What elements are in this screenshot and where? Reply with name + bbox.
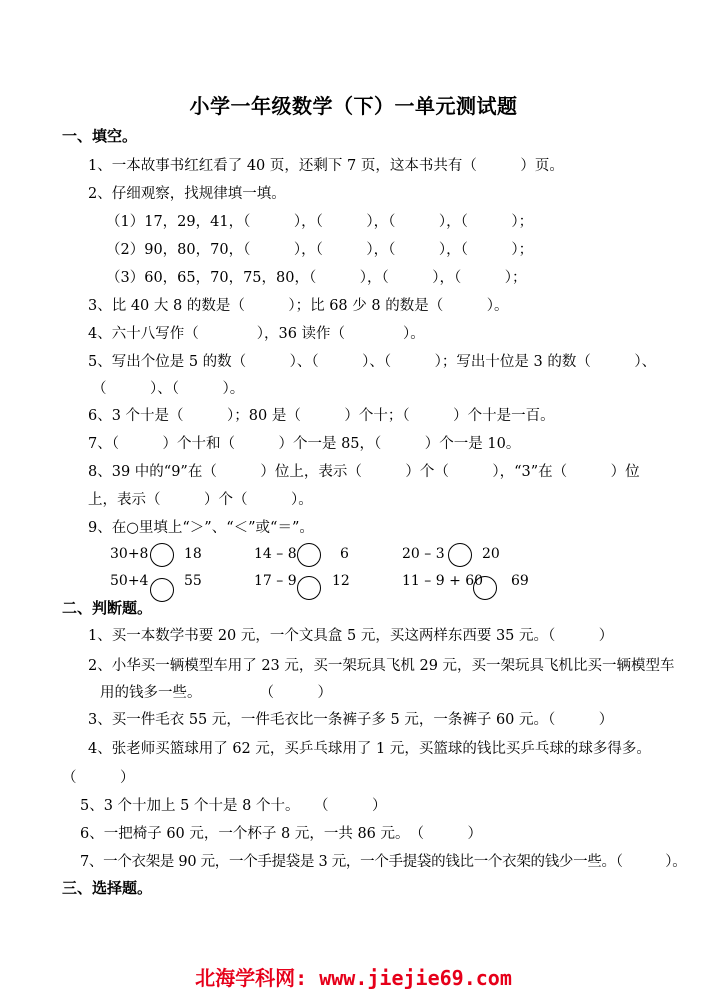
footer-watermark: 北海学科网: www.jiejie69.com [195,966,512,990]
section-heading-true-false: 二、判断题。 [62,599,153,617]
question-line: 7、一个衣架是 90 元，一个手提袋是 3 元，一个手提袋的钱比一个衣架的钱少一些。（ ）。 [80,854,687,870]
question-line: 6、3 个十是（ ）；80 是（ ）个十；（ ）个十是一百。 [88,408,555,424]
compare-right-value: 20 [482,546,500,562]
page-title: 小学一年级数学（下）一单元测试题 [189,94,518,118]
question-line: 5、3 个十加上 5 个十是 8 个十。 （ ） [80,798,387,814]
compare-circle[interactable] [297,576,321,600]
question-line: （3）60，65，70，75，80，（ ），（ ），（ ）； [106,270,527,286]
compare-left-expr: 14 – 8 [254,546,297,562]
compare-circle[interactable] [150,578,174,602]
question-line: 1、买一本数学书要 20 元，一个文具盒 5 元，买这两样东西要 35 元。（ ） [88,628,614,644]
compare-left-expr: 17 – 9 [254,573,297,589]
question-line: 1、一本故事书红红看了 40 页，还剩下 7 页，这本书共有（ ）页。 [88,158,564,174]
compare-right-value: 12 [332,573,350,589]
compare-right-value: 69 [511,573,529,589]
question-line: （ ） [62,770,135,786]
compare-circle[interactable] [473,576,497,600]
compare-left-expr: 50+4 [110,573,149,589]
compare-left-expr: 30+8 [110,546,149,562]
question-line: （2）90，80，70，（ ），（ ），（ ），（ ）； [106,242,534,258]
section-heading-fill-blank: 一、填空。 [62,127,138,145]
compare-right-value: 18 [184,546,202,562]
question-line: 4、六十八写作（ ），36 读作（ ）。 [88,326,425,342]
compare-circle[interactable] [150,543,174,567]
compare-circle[interactable] [448,543,472,567]
compare-left-expr: 11 – 9 + 60 [402,573,484,589]
question-line: 4、张老师买篮球用了 62 元，买乒乓球用了 1 元，买篮球的钱比买乒乓球的球多得多。 [88,741,651,757]
question-line: 5、写出个位是 5 的数（ ）、（ ）、（ ）；写出十位是 3 的数（ ）、 [88,354,657,370]
question-line: 3、比 40 大 8 的数是（ ）；比 68 少 8 的数是（ ）。 [88,298,509,314]
compare-left-expr: 20 – 3 [402,546,445,562]
section-heading-multiple-choice: 三、选择题。 [62,879,153,897]
question-line: 6、一把椅子 60 元，一个杯子 8 元，一共 86 元。 （ ） [80,826,483,842]
question-line: 2、仔细观察，找规律填一填。 [88,186,286,202]
compare-circle[interactable] [297,543,321,567]
question-line: （ ）、（ ）。 [92,381,245,397]
question-line: 9、在○里填上“＞”、“＜”或“＝”。 [88,520,314,536]
question-line: （1）17，29，41，（ ），（ ），（ ），（ ）； [106,214,534,230]
question-line: 8、39 中的“9”在（ ）位上，表示（ ）个（ ），“3”在（ ）位 [88,464,640,480]
compare-right-value: 6 [340,546,349,562]
question-line: 3、买一件毛衣 55 元，一件毛衣比一条裤子多 5 元，一条裤子 60 元。（ ） [88,712,614,728]
question-line: 上，表示（ ）个（ ）。 [88,492,313,508]
compare-right-value: 55 [184,573,202,589]
question-line: 7、（ ）个十和（ ）个一是 85，（ ）个一是 10。 [88,436,521,452]
question-line: 用的钱多一些。 （ ） [100,685,332,701]
question-line: 2、小华买一辆模型车用了 23 元，买一架玩具飞机 29 元，买一架玩具飞机比买一辆模型车 [88,658,675,674]
